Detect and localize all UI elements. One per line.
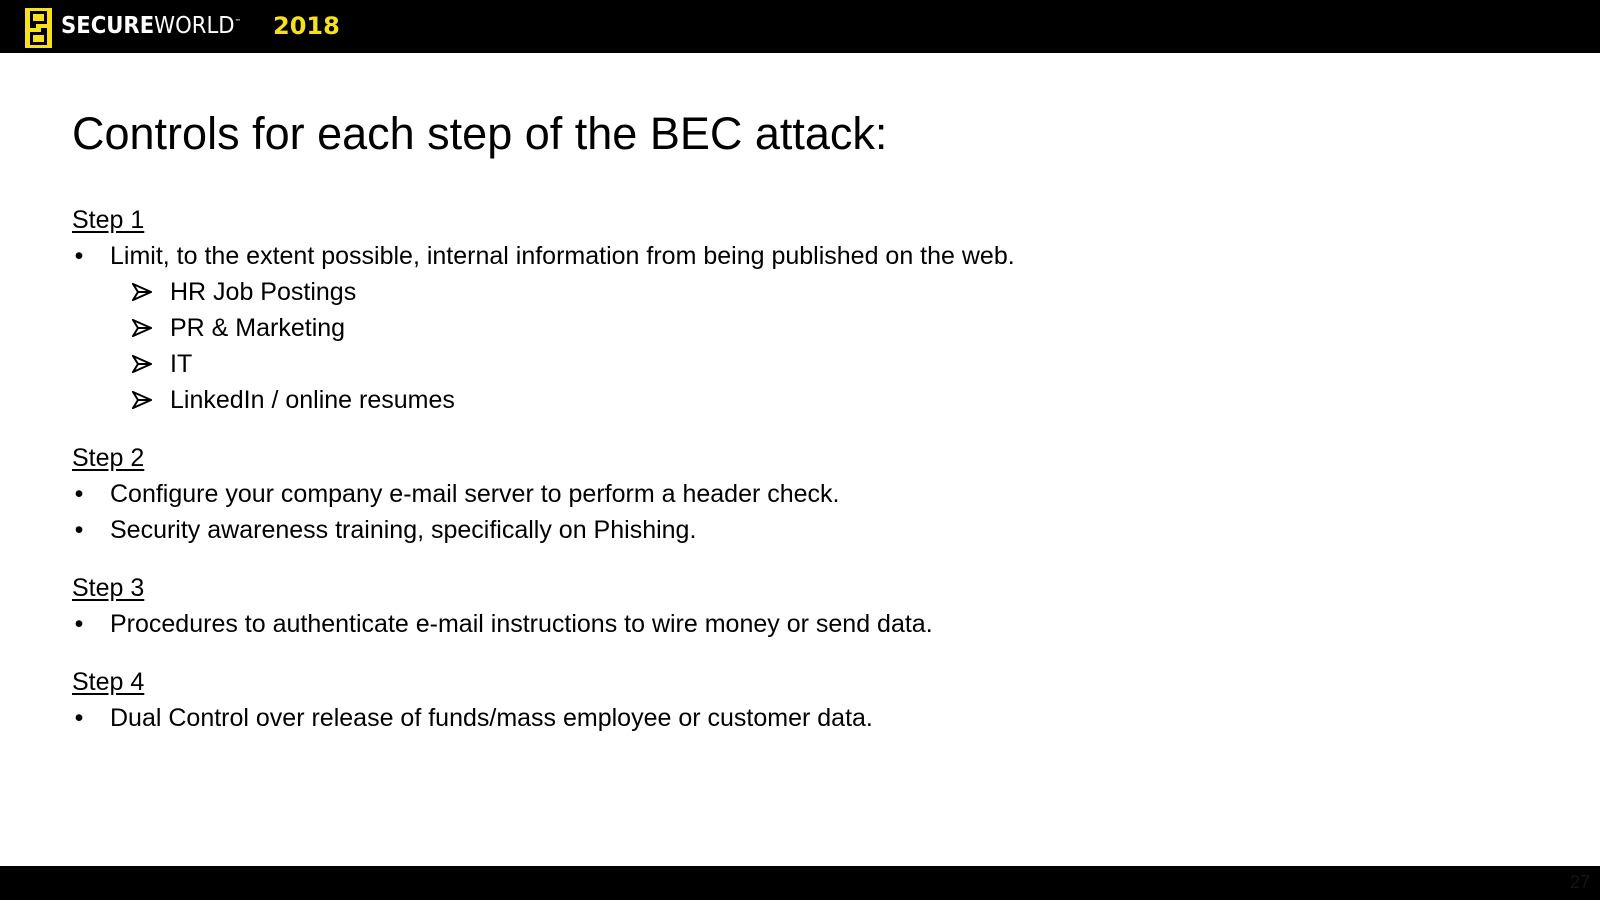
arrowhead-bullet-icon — [132, 283, 152, 301]
sub-bullet-item — [72, 274, 1552, 310]
brand-name — [61, 10, 241, 42]
bullet-text: Dual Control over release of funds/mass employee or customer data. — [110, 704, 873, 732]
sub-bullet-text: HR Job Postings — [170, 278, 357, 306]
sub-bullet-text: PR & Marketing — [170, 314, 346, 342]
sub-bullet-item — [72, 310, 1552, 346]
sub-bullet-text: LinkedIn / online resumes — [170, 386, 455, 414]
slide-content — [72, 202, 1552, 758]
sub-bullet-item — [72, 346, 1552, 382]
sub-bullet-text: IT — [170, 350, 193, 378]
bullet-text: Procedures to authenticate e-mail instructions to wire money or send data. — [110, 610, 933, 638]
step-section-4 — [72, 664, 1552, 736]
arrowhead-bullet-icon — [132, 319, 152, 337]
slide-title: Controls for each step of the BEC attack: — [72, 108, 888, 159]
bullet-text: Limit, to the extent possible, internal information from being published on the web. — [110, 242, 1015, 270]
step-heading: Step 4 — [72, 668, 145, 696]
step-heading: Step 1 — [72, 206, 145, 234]
header-bar — [0, 0, 1600, 53]
step-section-2 — [72, 440, 1552, 548]
step-heading: Step 3 — [72, 574, 145, 602]
trademark-mark: ™ — [234, 18, 241, 26]
bullet-dot-icon: • — [74, 242, 84, 270]
step-section-3 — [72, 570, 1552, 642]
step-section-1 — [72, 202, 1552, 418]
page-number: 27 — [1569, 872, 1590, 892]
bullet-item — [72, 476, 1552, 512]
arrowhead-bullet-icon — [132, 355, 152, 373]
footer-bar — [0, 866, 1600, 900]
bullet-dot-icon: • — [74, 610, 84, 638]
bullet-text: Configure your company e-mail server to perform a header check. — [110, 480, 840, 508]
secureworld-logo-icon — [25, 8, 52, 48]
step-heading: Step 2 — [72, 444, 145, 472]
bullet-dot-icon: • — [74, 704, 84, 732]
bullet-dot-icon: • — [74, 480, 84, 508]
arrowhead-bullet-icon — [132, 391, 152, 409]
brand-name-world: WORLD — [154, 13, 235, 39]
brand-name-secure: SECURE — [61, 13, 155, 39]
bullet-item — [72, 512, 1552, 548]
bullet-text: Security awareness training, specifically on Phishing. — [110, 516, 697, 544]
bullet-item — [72, 700, 1552, 736]
bullet-item — [72, 606, 1552, 642]
sub-bullet-item — [72, 382, 1552, 418]
bullet-item — [72, 238, 1552, 274]
bullet-dot-icon: • — [74, 516, 84, 544]
brand-year: 2018 — [273, 12, 340, 40]
